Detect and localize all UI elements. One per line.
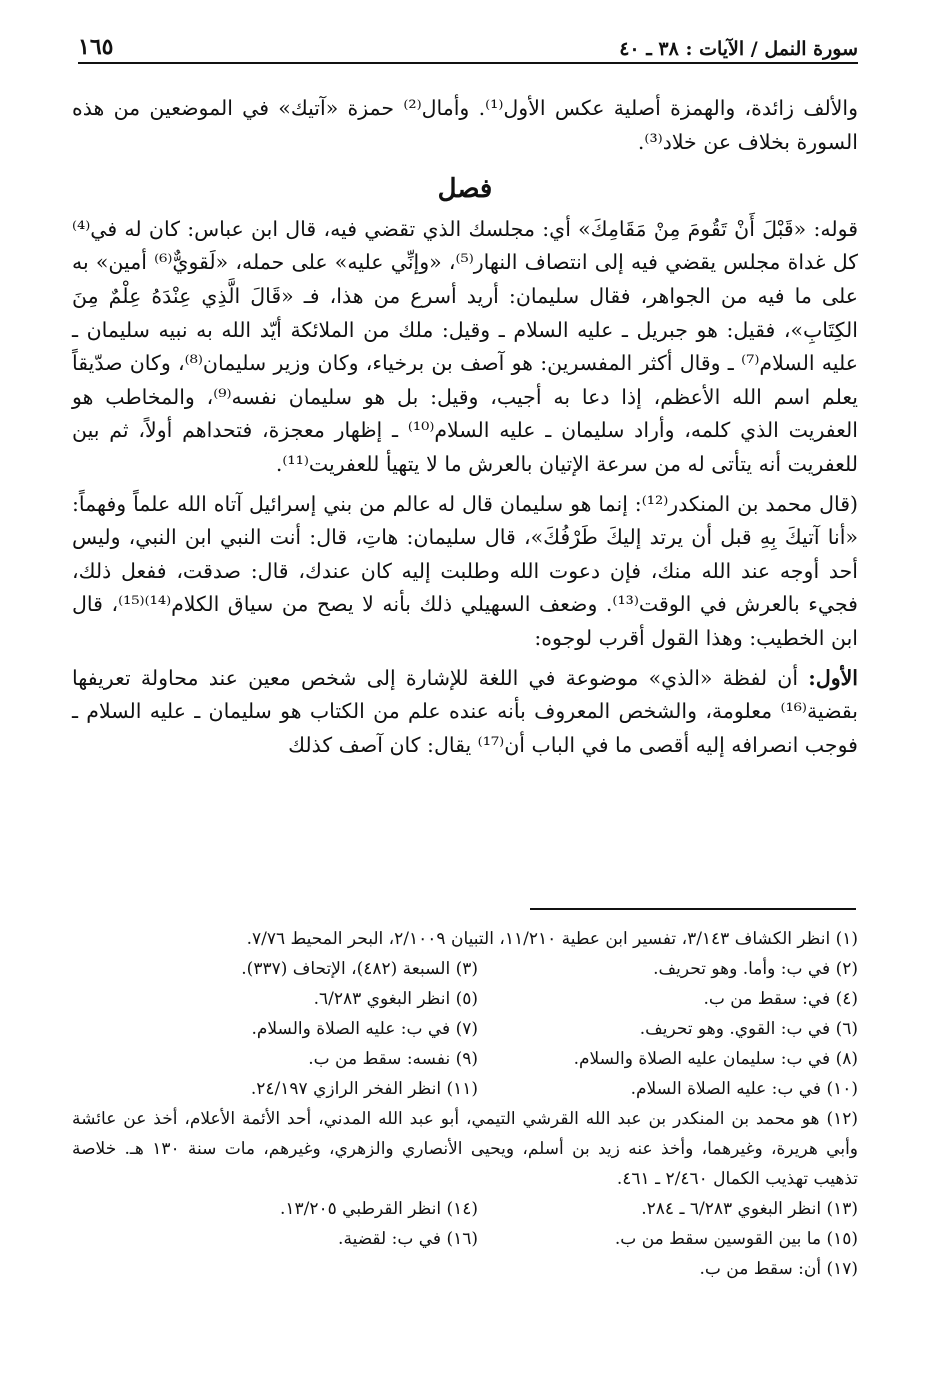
footnote: (١٠) في ب: عليه الصلاة السلام. [630,1079,858,1099]
footnote: (٩) نفسه: سقط من ب. [308,1049,478,1069]
footnote: (٦) في ب: القوي. وهو تحريف. [639,1019,858,1039]
paragraph-first-reason [72,662,858,763]
first-reason-label: الأول: [808,665,858,690]
footnote: (٨) في ب: سليمان عليه الصلاة والسلام. [573,1049,858,1069]
footnote: (٧) في ب: عليه الصلاة والسلام. [251,1019,478,1039]
footnotes [72,924,858,1284]
footnote: (١) انظر الكشاف ٣/١٤٣، تفسير ابن عطية ١١/٢١٠، التبيان ٢/١٠٠٩، البحر المحيط ٧/٧٦. [246,929,858,949]
running-header [78,28,858,64]
surah-title: سورة النمل / الآيات : ٣٨ ـ ٤٠ [619,38,858,60]
footnote: (٢) في ب: وأما. وهو تحريف. [653,959,858,979]
page-number: ١٦٥ [78,34,114,60]
footnote: (٤) في: سقط من ب. [703,989,858,1009]
footnote: (١٣) انظر البغوي ٦/٢٨٣ ـ ٢٨٤. [641,1199,858,1219]
footnote: (٣) السبعة (٤٨٢)، الإتحاف (٣٣٧). [241,959,478,979]
footnote: (١٥) ما بين القوسين سقط من ب. [614,1229,858,1249]
paragraph-intro: والألف زائدة، والهمزة أصلية عكس الأول⁽¹⁾. وأمال⁽²⁾ حمزة «آتيك» في الموضعين من هذه السورة بخلاف عن خلاد⁽³⁾. [72,96,858,154]
footnote: (١٧) أن: سقط من ب. [699,1259,858,1279]
footnote: (٥) انظر البغوي ٦/٢٨٣. [313,989,478,1009]
main-text [72,92,858,762]
footnote: (١٢) هو محمد بن المنكدر بن عبد الله القرشي التيمي، أبو عبد الله المدني، أحد الأئمة الأعلام، أخذ عن عائشة وأبي هريرة، وغيرهما، وأخذ عنه زيد بن أسلم، ويحيى الأنصاري والزهري، وغيرهم، مات سنة ١٣٠ هـ. خلاصة تذهيب تهذيب الكمال ٢/٤٦٠ ـ ٤٦١. [72,1109,858,1189]
footnote-divider [530,908,856,910]
footnote: (١٦) في ب: لقضية. [338,1229,478,1249]
section-heading: فصل [437,174,493,205]
paragraph-quote: (قال محمد بن المنكدر⁽¹²⁾: إنما هو سليمان قال له عالم من بني إسرائيل آتاه الله علماً وفهماً: «أنا آتيكَ بِهِ قبل أن يرتد إليكَ طَرْفُكَ»، قال سليمان: هاتِ، قال: أنت النبي ابن النبي، وليس أحد أوجه عند الله منك، فإن دعوت الله وطلبت إليه كان عندك، قال: صدقت، ففعل ذلك، فجيء بالعرش في الوقت⁽¹³⁾. وضعف السهيلي ذلك بأنه لا يصح من سياق الكلام⁽¹⁴⁾⁽¹⁵⁾، قال ابن الخطيب: وهذا القول أقرب لوجوه: [72,491,859,650]
first-reason-text: أن لفظة «الذي» موضوعة في اللغة للإشارة إلى شخص معين عند محاولة تعريفها بقضية⁽¹⁶⁾ معلومة، والشخص المعروف بأنه عنده علم من الكتاب هو سليمان ـ عليه السلام ـ فوجب انصرافه إليه أقصى ما في الباب أن⁽¹⁷⁾ يقال: كان آصف كذلك [72,665,858,757]
paragraph-commentary: قوله: «قَبْلَ أَنْ تَقُومَ مِنْ مَقَامِكَ» أي: مجلسك الذي تقضي فيه، قال ابن عباس: كان له في⁽⁴⁾ كل غداة مجلس يقضي فيه إلى انتصاف النهار⁽⁵⁾، «وإنِّي عليه» على حمله، «لَقويٌّ⁽⁶⁾ أمين» به على ما فيه من الجواهر، فقال سليمان: أريد أسرع من هذا، فـ «قَالَ الَّذِي عِنْدَهُ عِلْمٌ مِنَ الكِتَابِ»، فقيل: هو جبريل ـ عليه السلام ـ وقيل: ملك من الملائكة أيّد الله به نبيه سليمان ـ عليه السلام⁽⁷⁾ ـ وقال أكثر المفسرين: هو آصف بن برخياء، وكان وزير سليمان⁽⁸⁾، وكان صدّيقاً يعلم اسم الله الأعظم، إذا دعا به أجيب، وقيل: بل هو سليمان نفسه⁽⁹⁾، والمخاطب هو العفريت الذي كلمه، وأراد سليمان ـ عليه السلام⁽¹⁰⁾ ـ إظهار معجزة، فتحداهم أولاً، ثم بين للعفريت أنه يتأتى له من سرعة الإتيان بالعرش ما لا يتهيأ للعفريت⁽¹¹⁾. [72,216,858,476]
footnote: (١١) انظر الفخر الرازي ٢٤/١٩٧. [250,1079,478,1099]
footnote: (١٤) انظر القرطبي ١٣/٢٠٥. [279,1199,478,1219]
